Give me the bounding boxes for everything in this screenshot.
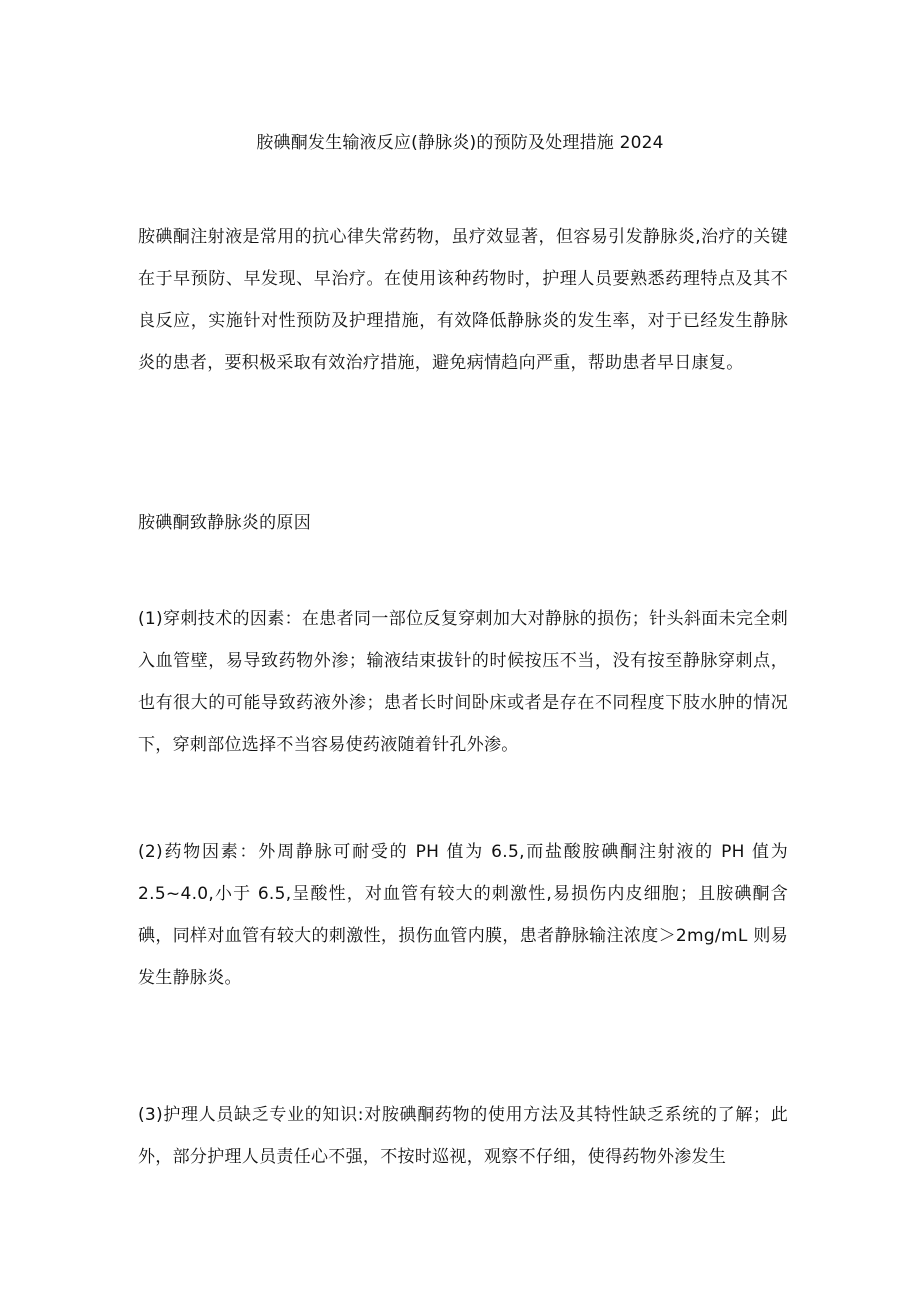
cause-paragraph-3: (3)护理人员缺乏专业的知识:对胺碘酮药物的使用方法及其特性缺乏系统的了解；此外，部分护理人员责任心不强，不按时巡视，观察不仔细，使得药物外渗发生 (138, 1105, 788, 1167)
section-heading: 胺碘酮致静脉炎的原因 (138, 513, 311, 533)
cause-paragraph-1: (1)穿刺技术的因素：在患者同一部位反复穿刺加大对静脉的损伤；针头斜面未完全刺入血管壁，易导致药物外渗；输液结束拔针的时候按压不当，没有按至静脉穿刺点，也有很大的可能导致药液外渗；患者长时间卧床或者是存在不同程度下肢水肿的情况下，穿刺部位选择不当容易使药液随着针孔外渗。 (138, 609, 788, 755)
document-title: 胺碘酮发生输液反应(静脉炎)的预防及处理措施 2024 (256, 133, 664, 153)
intro-paragraph: 胺碘酮注射液是常用的抗心律失常药物，虽疗效显著，但容易引发静脉炎,治疗的关键在于早预防、早发现、早治疗。在使用该种药物时，护理人员要熟悉药理特点及其不良反应，实施针对性预防及护理措施，有效降低静脉炎的发生率，对于已经发生静脉炎的患者，要积极采取有效治疗措施，避免病情趋向严重，帮助患者早日康复。 (138, 227, 788, 373)
cause-paragraph-2: (2)药物因素：外周静脉可耐受的 PH 值为 6.5,而盐酸胺碘酮注射液的 PH 值为 2.5~4.0,小于 6.5,呈酸性，对血管有较大的刺激性,易损伤内皮细胞；且胺碘酮含碘，同样对血管有较大的刺激性，损伤血管内膜，患者静脉输注浓度＞2mg/mL 则易发生静脉炎。 (138, 842, 788, 988)
